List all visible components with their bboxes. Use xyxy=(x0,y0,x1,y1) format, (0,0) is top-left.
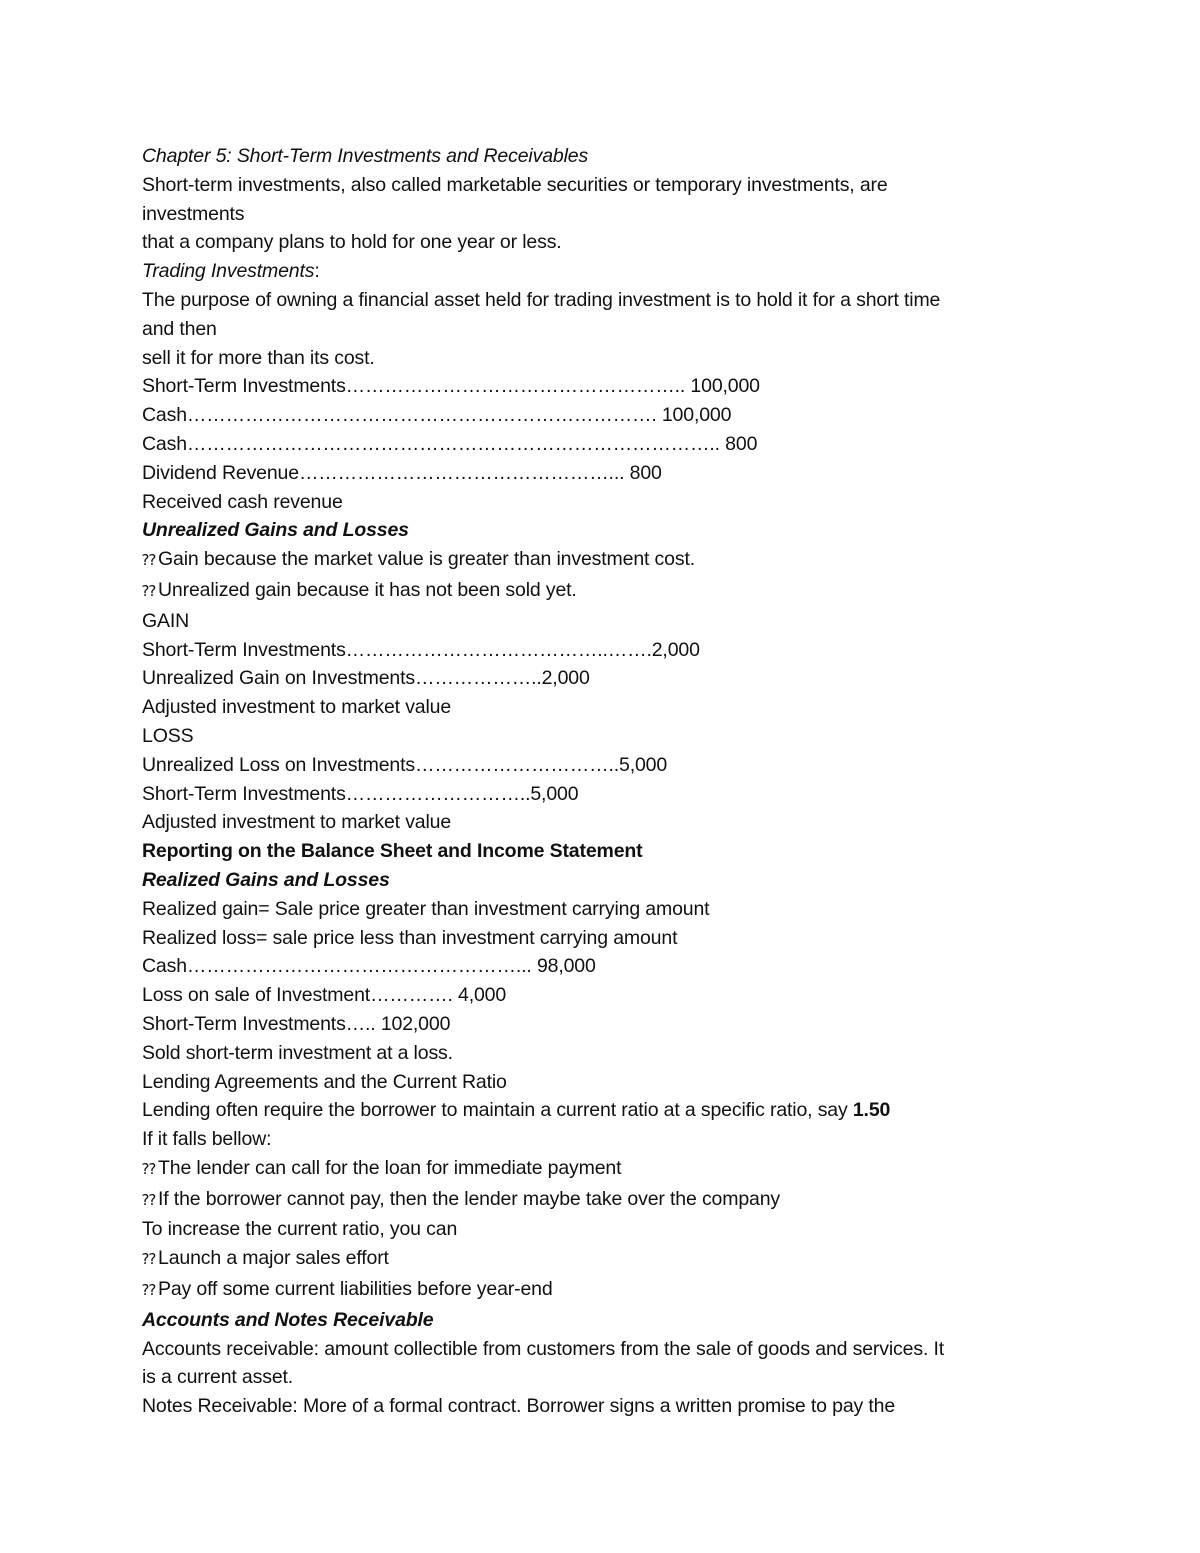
journal-entry-line: Cash……………………………………………... 98,000 xyxy=(142,955,596,978)
realized-heading: Realized Gains and Losses xyxy=(142,868,390,891)
bullet-text: Launch a major sales effort xyxy=(158,1247,389,1270)
receivable-heading: Accounts and Notes Receivable xyxy=(142,1308,434,1331)
increase-ratio-line: To increase the current ratio, you can xyxy=(142,1218,458,1241)
bullet-item xyxy=(142,1244,1072,1275)
journal-entry-line: Short-Term Investments…………………………………………….. 100,000 xyxy=(142,375,760,398)
missing-glyph-icon: ⁇ xyxy=(142,1191,156,1209)
realized-gain-definition: Realized gain= Sale price greater than investment carrying amount xyxy=(142,897,710,920)
journal-entry-line: Unrealized Gain on Investments………………..2,000 xyxy=(142,667,590,690)
trading-line-3: sell it for more than its cost. xyxy=(142,346,375,369)
missing-glyph-icon: ⁇ xyxy=(142,1160,156,1178)
bullet-text: If the borrower cannot pay, then the lender maybe take over the company xyxy=(158,1187,781,1210)
bullet-item xyxy=(142,1185,1072,1216)
reporting-heading: Reporting on the Balance Sheet and Income Statement xyxy=(142,840,643,863)
journal-entry-line: Unrealized Loss on Investments…………………………..5,000 xyxy=(142,753,668,776)
journal-entry-line: Loss on sale of Investment…………. 4,000 xyxy=(142,984,507,1007)
loss-label: LOSS xyxy=(142,724,194,747)
trading-line-2: and then xyxy=(142,317,217,340)
trading-heading-line xyxy=(142,257,1072,286)
unrealized-heading: Unrealized Gains and Losses xyxy=(142,519,409,542)
accounts-receivable-line-1: Accounts receivable: amount collectible from customers from the sale of goods and services. It xyxy=(142,1337,945,1360)
journal-entry-line: Cash………………………………………………………………. 100,000 xyxy=(142,404,732,427)
trading-colon: : xyxy=(314,260,320,283)
accounts-receivable-line-2: is a current asset. xyxy=(142,1366,294,1389)
intro-line-2: investments xyxy=(142,202,245,225)
bullet-item xyxy=(142,1275,1072,1306)
journal-entry-note: Sold short-term investment at a loss. xyxy=(142,1041,453,1064)
bullet-item xyxy=(142,1154,1072,1185)
journal-entry-note: Received cash revenue xyxy=(142,490,343,513)
trading-line-1: The purpose of owning a financial asset held for trading investment is to hold it for a short time xyxy=(142,288,941,311)
journal-entry-line: Short-Term Investments………………………..5,000 xyxy=(142,782,579,805)
missing-glyph-icon: ⁇ xyxy=(142,552,156,570)
journal-entry-line: Dividend Revenue…………………………………………... 800 xyxy=(142,461,662,484)
trading-heading: Trading Investments xyxy=(142,260,315,283)
bullet-item xyxy=(142,545,1072,576)
falls-below-line: If it falls bellow: xyxy=(142,1128,272,1151)
lending-heading: Lending Agreements and the Current Ratio xyxy=(142,1070,507,1093)
missing-glyph-icon: ⁇ xyxy=(142,1282,156,1300)
journal-entry-line: Short-Term Investments….. 102,000 xyxy=(142,1012,451,1035)
intro-line-1: Short-term investments, also called marketable securities or temporary investments, are xyxy=(142,173,888,196)
realized-loss-definition: Realized loss= sale price less than investment carrying amount xyxy=(142,926,678,949)
missing-glyph-icon: ⁇ xyxy=(142,1251,156,1269)
journal-entry-line: Short-Term Investments…………………………………..…….2,000 xyxy=(142,638,700,661)
bullet-text: The lender can call for the loan for immediate payment xyxy=(158,1156,622,1179)
document-page xyxy=(142,142,1072,1421)
lending-line xyxy=(142,1096,1072,1125)
gain-label: GAIN xyxy=(142,609,190,632)
intro-line-3: that a company plans to hold for one year or less. xyxy=(142,231,562,254)
bullet-text: Pay off some current liabilities before year-end xyxy=(158,1278,553,1301)
journal-entry-line: Cash……………………………………………………………………….. 800 xyxy=(142,432,758,455)
bullet-text: Gain because the market value is greater than investment cost. xyxy=(158,548,695,571)
lending-text: Lending often require the borrower to maintain a current ratio at a specific ratio, say xyxy=(142,1099,853,1122)
notes-receivable-line: Notes Receivable: More of a formal contract. Borrower signs a written promise to pay the xyxy=(142,1395,896,1418)
bullet-text: Unrealized gain because it has not been sold yet. xyxy=(158,578,577,601)
chapter-title: Chapter 5: Short-Term Investments and Receivables xyxy=(142,145,589,167)
journal-entry-note: Adjusted investment to market value xyxy=(142,696,452,719)
bullet-item xyxy=(142,576,1072,607)
journal-entry-note: Adjusted investment to market value xyxy=(142,811,452,834)
missing-glyph-icon: ⁇ xyxy=(142,582,156,600)
lending-ratio-value: 1.50 xyxy=(852,1099,891,1122)
